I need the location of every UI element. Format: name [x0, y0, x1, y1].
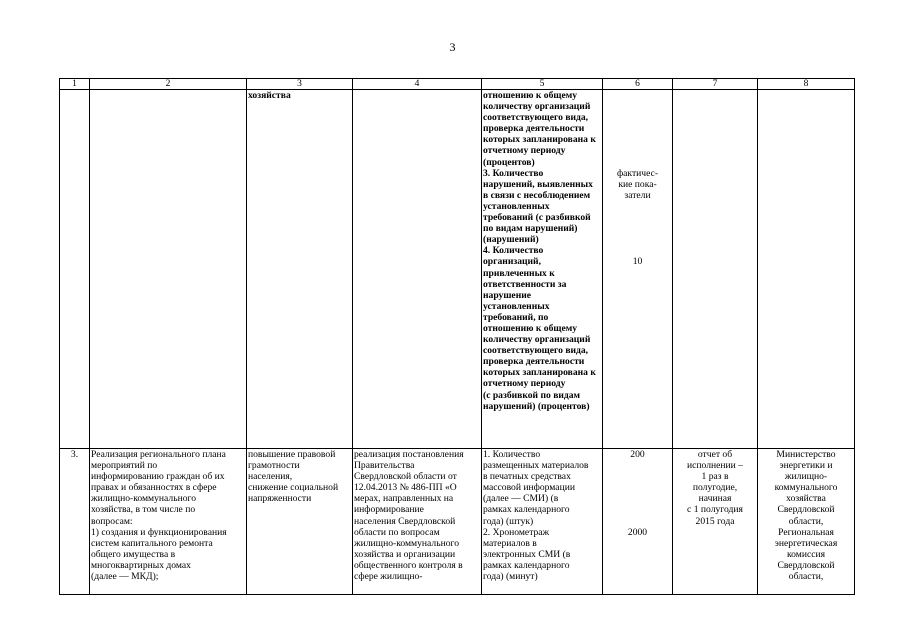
value-cell: фактичес- кие пока- затели 10: [603, 90, 673, 449]
column-number-row: [60, 79, 855, 90]
column-number: 2: [90, 79, 247, 90]
row-number-cell: [60, 90, 90, 449]
activity-cell: Реализация регионального плана мероприятий по информированию граждан об их правах и обязанностях в сфере жилищно-коммунального хозяйства, в том числе по вопросам: 1) создания и функционирования систем капитального ремонта общего имущества в многоквартирных домах (далее — МКД);: [90, 449, 247, 595]
plan-table: [59, 78, 855, 595]
column-number: 3: [247, 79, 353, 90]
column-number: 5: [482, 79, 603, 90]
indicator-cell: отношению к общему количеству организаций соответствующего вида, проверка деятельности которых запланирована к отчетному периоду (процентов) 3. Количество нарушений, выявленных в связи с несоблюдением установленных требований (с разбивкой по видам нарушений) (нарушений) 4. Количество организаций, привлеченных к ответственности за нарушение установленных требований, по отношению к общему количеству организаций соответствующего вида, проверка деятельности которых запланирована к отчетному периоду (с разбивкой по видам нарушений) (процентов): [482, 90, 603, 449]
mechanism-cell: реализация постановления Правительства Свердловской области от 12.04.2013 № 486-ПП «О мерах, направленных на информирование населения Свердловской области по вопросам жилищно-коммунального хозяйства и организации общественного контроля в сфере жилищно-: [353, 449, 482, 595]
indicator-cell: 1. Количество размещенных материалов в печатных средствах массовой информации (далее — СМИ) (в рамках календарного года) (штук) 2. Хронометраж материалов в электронных СМИ (в рамках календарного года) (минут): [482, 449, 603, 595]
column-number: 7: [673, 79, 758, 90]
responsible-cell: Министерство энергетики и жилищно- коммунального хозяйства Свердловской области, Региональная энергетическая комиссия Свердловской области,: [758, 449, 855, 595]
goal-cell: повышение правовой грамотности населения, снижение социальной напряженности: [247, 449, 353, 595]
reporting-cell: [673, 90, 758, 449]
value-cell: 200 2000: [603, 449, 673, 595]
column-number: 1: [60, 79, 90, 90]
column-number: 4: [353, 79, 482, 90]
activity-cell: [90, 90, 247, 449]
row-number-cell: 3.: [60, 449, 90, 595]
column-number: 8: [758, 79, 855, 90]
responsible-cell: [758, 90, 855, 449]
mechanism-cell: [353, 90, 482, 449]
table-row: [60, 90, 855, 449]
column-number: 6: [603, 79, 673, 90]
reporting-cell: отчет об исполнении – 1 раз в полугодие, начиная с 1 полугодия 2015 года: [673, 449, 758, 595]
table-row: [60, 449, 855, 595]
goal-cell: хозяйства: [247, 90, 353, 449]
page-number: 3: [449, 40, 456, 54]
